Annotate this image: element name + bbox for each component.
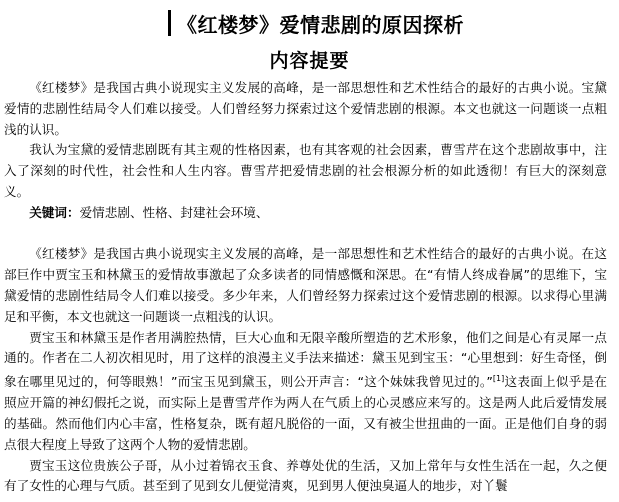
abstract-paragraph: 我认为宝黛的爱情悲剧既有其主观的性格因素，也有其客观的社会因素，曹雪芹在这个悲剧故事中，注入了深刻的时代性，社会性和人生内容。曹雪芹把爱情悲剧的社会根源分析的如此透彻！有巨大的深刻意义。	[4, 142, 607, 199]
abstract-heading: 内容提要	[269, 50, 350, 72]
body-paragraph: 贾宝玉这位贵族公子哥，从小过着锦衣玉食、养尊处优的生活，又加上常年与女性生活在一起，久之便有了女性的心理与气质。甚至到了见到女儿便觉清爽，见到男人便浊臭逼人的地步，对丫鬟	[4, 457, 607, 494]
body-paragraph: 《红楼梦》是我国古典小说现实主义发展的高峰，是一部思想性和艺术性结合的最好的古典小说。在这部巨作中贾宝玉和林黛玉的爱情故事激起了众多读者的同情感慨和深思。在“有情人终成眷属”的思维下，宝黛爱情的悲剧性结局令人们难以接受。多少年来，人们曾经努力探索过这个爱情悲剧的根源。以求得心里满足和平衡，本文也就这一问题谈一点粗浅的认识。	[4, 246, 607, 324]
keywords-line	[4, 203, 607, 224]
abstract-paragraph: 《红楼梦》是我国古典小说现实主义发展的高峰，是一部思想性和艺术性结合的最好的古典小说。宝黛爱情的悲剧性结局令人们难以接受。人们曾经努力探索过这个爱情悲剧的根源。本文也就这一问题谈一点粗浅的认识。	[4, 80, 607, 137]
title-block	[168, 8, 464, 38]
footnote-marker: [1]	[492, 374, 505, 384]
document-body	[4, 78, 607, 497]
body-paragraph	[4, 328, 607, 456]
document-title: 《红楼梦》爱情悲剧的原因探析	[177, 12, 464, 37]
body-paragraph-text: 这表面上似乎是在照应开篇的神幻假托之说，而实际上是曹雪芹作为两人在气质上的心灵感应来写的。这是两人此后爱情发展的基础。然而他们内心丰富，性格复杂，既有超凡脱俗的一面，又有被尘世扭曲的一面。正是他们自身的弱点很大程度上导致了这两个人物的爱情悲剧。	[4, 374, 607, 452]
keywords-label: 关键词：	[29, 204, 80, 220]
title-bar	[168, 10, 171, 36]
body-paragraph-text: 贾宝玉和林黛玉是作者用满腔热情，巨大心血和无限辛酸所塑造的艺术形象，他们之间是心有灵犀一点通的。作者在二人初次相见时，用了这样的浪漫主义手法来描述：黛玉见到宝玉：“心里想到：好生奇怪，倒象在哪里见过的，何等眼熟！”而宝玉见到黛玉，则公开声言：“这个妹妹我曾见过的。”	[4, 329, 607, 390]
keywords-value: 爱情悲剧、性格、封建社会环境、	[79, 204, 269, 220]
section-gap	[4, 224, 607, 245]
